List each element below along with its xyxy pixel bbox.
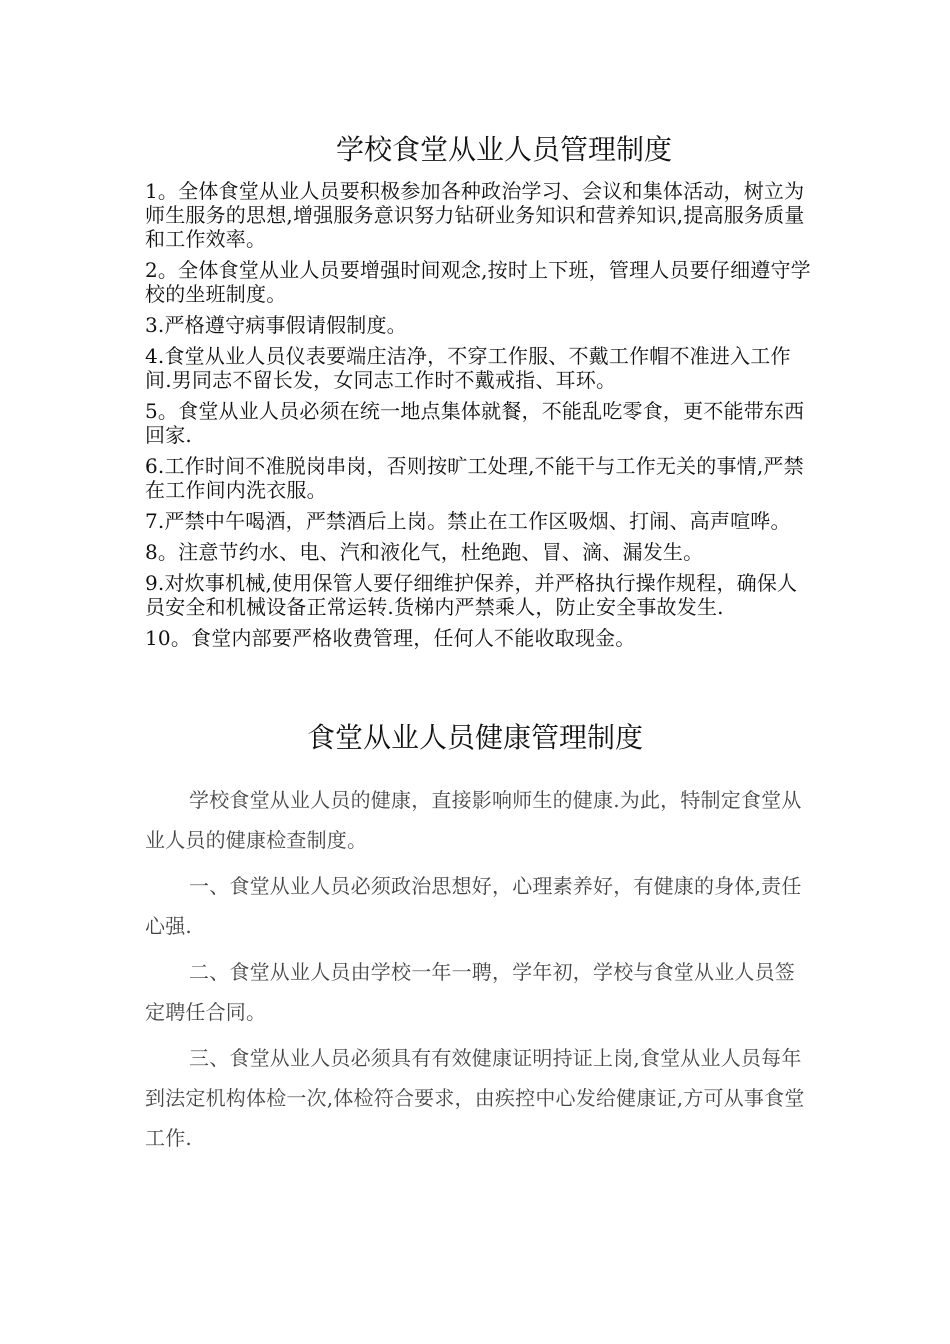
health-paragraph: 二、食堂从业人员由学校一年一聘，学年初，学校与食堂从业人员签定聘任合同。 xyxy=(145,960,795,1024)
rule-item: 8。注意节约水、电、汽和液化气，杜绝跑、冒、滴、漏发生。 xyxy=(145,540,704,564)
rule-item: 4.食堂从业人员仪表要端庄洁净，不穿工作服、不戴工作帽不准进入工作间.男同志不留长发，女同志工作时不戴戒指、耳环。 xyxy=(145,344,791,392)
rule-item: 1。全体食堂从业人员要积极参加各种政治学习、会议和集体活动，树立为师生服务的思想,增强服务意识努力钻研业务知识和营养知识,提高服务质量和工作效率。 xyxy=(145,179,805,251)
health-paragraph: 学校食堂从业人员的健康，直接影响师生的健康.为此，特制定食堂从业人员的健康检查制度。 xyxy=(145,788,802,852)
health-section-title: 食堂从业人员健康管理制度 xyxy=(306,721,643,754)
rule-item: 6.工作时间不准脱岗串岗，否则按旷工处理,不能干与工作无关的事情,严禁在工作间内洗衣服。 xyxy=(145,454,804,502)
rules-list xyxy=(145,179,813,657)
rule-item: 9.对炊事机械,使用保管人要仔细维护保养，并严格执行操作规程，确保人员安全和机械设备正常运转.货梯内严禁乘人，防止安全事故发生. xyxy=(145,571,798,619)
rule-item: 7.严禁中午喝酒，严禁酒后上岗。禁止在工作区吸烟、打闹、高声喧哗。 xyxy=(145,509,791,533)
health-section xyxy=(145,780,813,1164)
health-paragraph: 三、食堂从业人员必须具有有效健康证明持证上岗,食堂从业人员每年到法定机构体检一次,体检符合要求，由疾控中心发给健康证,方可从事食堂工作. xyxy=(145,1046,805,1150)
rule-item: 5。食堂从业人员必须在统一地点集体就餐，不能乱吃零食，更不能带东西回家. xyxy=(145,399,805,447)
rule-item: 10。食堂内部要严格收费管理，任何人不能收取现金。 xyxy=(145,626,636,650)
health-paragraph: 一、食堂从业人员必须政治思想好，心理素养好，有健康的身体,责任心强. xyxy=(145,874,802,938)
rule-item: 3.严格遵守病事假请假制度。 xyxy=(145,313,407,337)
rule-item: 2。全体食堂从业人员要增强时间观念,按时上下班，管理人员要仔细遵守学校的坐班制度。 xyxy=(145,258,811,306)
document-title: 学校食堂从业人员管理制度 xyxy=(335,133,672,166)
